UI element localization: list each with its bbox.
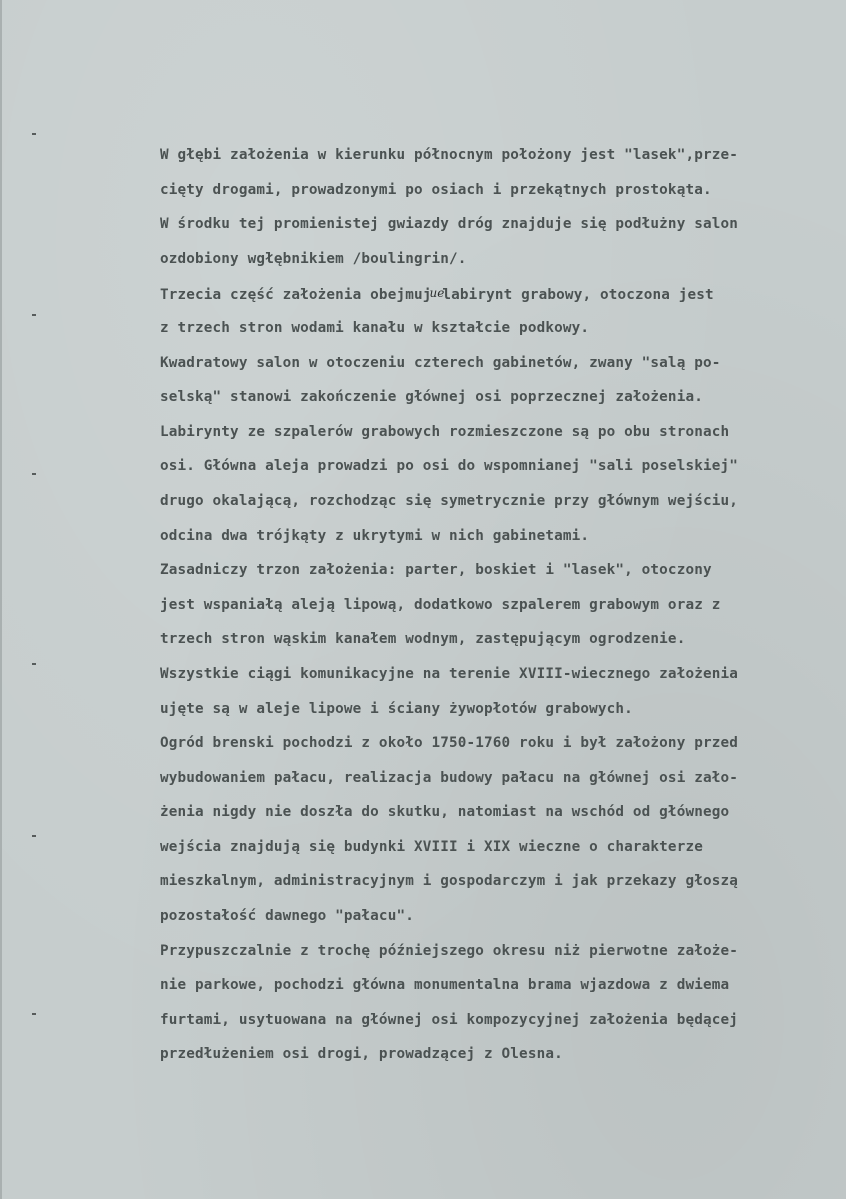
line-end: labirynt grabowy, otoczona jest bbox=[442, 287, 714, 304]
text-line: przedłużeniem osi drogi, prowadzącej z Olesna. bbox=[160, 1046, 563, 1063]
text-line: trzech stron wąskim kanałem wodnym, zastępującym ogrodzenie. bbox=[160, 631, 686, 648]
text-line: mieszkalnym, administracyjnym i gospodarczym i jak przekazy głoszą bbox=[160, 873, 738, 890]
text-line: wejścia znajdują się budynki XVIII i XIX wieczne o charakterze bbox=[160, 838, 703, 855]
margin-tick bbox=[32, 473, 36, 475]
margin-tick bbox=[32, 314, 36, 316]
text-line: wybudowaniem pałacu, realizacja budowy pałacu na głównej osi zało- bbox=[160, 769, 738, 786]
line-start: Trzecia część założenia obejmuj bbox=[160, 287, 432, 304]
typed-text-body bbox=[160, 142, 842, 1076]
text-line: nie parkowe, pochodzi główna monumentalna brama wjazdowa z dwiema bbox=[160, 977, 730, 994]
margin-tick bbox=[32, 663, 36, 665]
text-line: Wszystkie ciągi komunikacyjne na terenie XVIII-wiecznego założenia bbox=[160, 665, 738, 682]
handwritten-insert: ue bbox=[429, 286, 445, 301]
text-line: Ogród brenski pochodzi z około 1750-1760 roku i był założony przed bbox=[160, 735, 738, 752]
text-line: Przypuszczalnie z trochę późniejszego okresu niż pierwotne założe- bbox=[160, 942, 738, 959]
text-line: Labirynty ze szpalerów grabowych rozmieszczone są po obu stronach bbox=[160, 423, 730, 440]
text-line: osi. Główna aleja prowadzi po osi do wspomnianej "sali poselskiej" bbox=[160, 458, 738, 475]
text-line: drugo okalającą, rozchodząc się symetrycznie przy głównym wejściu, bbox=[160, 492, 738, 509]
text-line: pozostałość dawnego "pałacu". bbox=[160, 908, 414, 925]
text-line: ujęte są w aleje lipowe i ściany żywopłotów grabowych. bbox=[160, 700, 633, 717]
text-line: odcina dwa trójkąty z ukrytymi w nich gabinetami. bbox=[160, 527, 590, 544]
text-line: W głębi założenia w kierunku północnym położony jest "lasek",prze- bbox=[160, 147, 738, 163]
margin-tick bbox=[32, 835, 36, 837]
text-line: Kwadratowy salon w otoczeniu czterech gabinetów, zwany "salą po- bbox=[160, 354, 721, 371]
text-line: selską" stanowi zakończenie głównej osi poprzecznej założenia. bbox=[160, 389, 703, 406]
text-line: cięty drogami, prowadzonymi po osiach i przekątnych prostokąta. bbox=[160, 181, 712, 198]
text-line: żenia nigdy nie doszła do skutku, natomiast na wschód od głównego bbox=[160, 804, 730, 821]
margin-tick bbox=[32, 133, 36, 135]
text-line: furtami, usytuowana na głównej osi kompozycyjnej założenia będącej bbox=[160, 1011, 738, 1028]
text-line: z trzech stron wodami kanału w kształcie podkowy. bbox=[160, 319, 590, 336]
text-line-with-correction bbox=[160, 280, 842, 315]
text-line: W środku tej promienistej gwiazdy dróg znajduje się podłużny salon bbox=[160, 216, 738, 233]
text-line: ozdobiony wgłębnikiem /boulingrin/. bbox=[160, 250, 467, 267]
text-line: jest wspaniałą aleją lipową, dodatkowo szpalerem grabowym oraz z bbox=[160, 596, 721, 613]
margin-tick bbox=[32, 1013, 36, 1015]
text-line: Zasadniczy trzon założenia: parter, boskiet i "lasek", otoczony bbox=[160, 562, 712, 579]
